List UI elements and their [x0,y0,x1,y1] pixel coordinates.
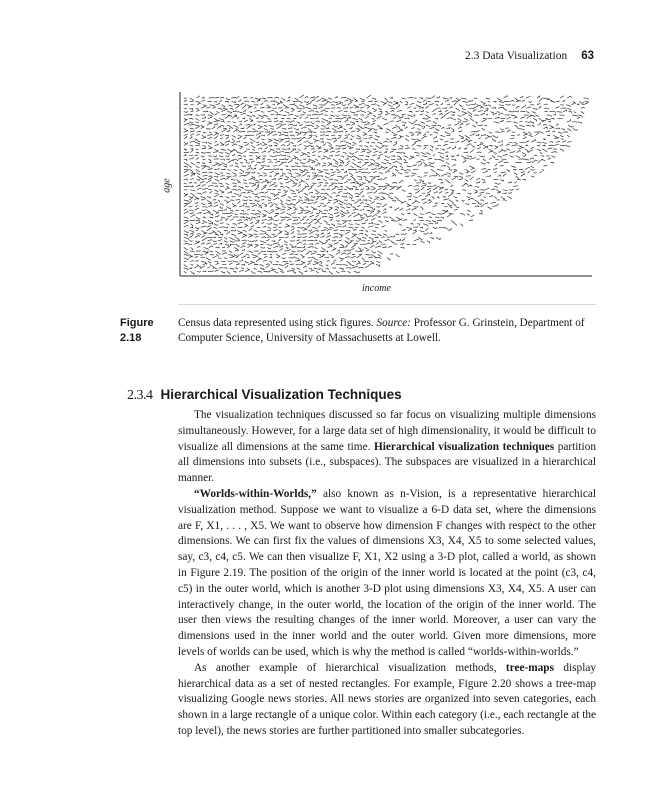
section-heading [127,387,402,404]
p3-bold-term: tree-maps [505,661,554,674]
stick-figure-texture [178,90,594,280]
p1-text-b: partition all dimensions into subsets (i.e., subspaces). The subspaces are visualized in a hierarchical manner. [178,440,596,485]
p1-text-a: The visualization techniques discussed so far focus on visualizing multiple dimensions simultaneously. However, for a large data set of high dimensionality, it would be difficult to visualize all dimensions at the same time. [178,409,596,453]
p2-bold-term: “Worlds-within-Worlds,” [194,487,317,500]
page-number: 63 [581,50,594,62]
paragraph-3 [178,661,596,740]
figure-caption [120,316,598,346]
figure-label: Figure 2.18 [120,317,154,344]
section-number: 2.3.4 [127,388,153,403]
paragraph-1 [178,408,596,487]
p3-text-b: display hierarchical data as a set of nested rectangles. For example, Figure 2.20 shows a tree-map visualizing Google news stories. All news stories are organized into seven categories, each shown in a large rectangle of a unique color. Within each category (i.e., each rectangle at the top level), the news stories are further partitioned into smaller subcategories. [178,661,596,737]
section-title: Hierarchical Visualization Techniques [160,387,402,402]
figure-caption-text [178,316,598,346]
body-text [178,408,596,740]
running-head-section: 2.3 Data Visualization [464,50,568,62]
p2-text: also known as n-Vision, is a representative hierarchical visualization method. Suppose we want to visualize a 6-D data set, where the dimensions are F, X1, . . . , X5. We want to observe how dimension F changes with respect to the other dimensions. We can first fix the values of dimensions X3, X4, X5 to some selected values, say, c3, c4, c5. We can then visualize F, X1, X2 using a 3-D plot, called a world, as shown in Figure 2.19. The position of the origin of the inner world is located at the point (c3, c4, c5) in the outer world, which is another 3-D plot using dimensions X3, X4, X5. A user can interactively change, in the outer world, the location of the origin of the inner world. The user then views the resulting changes of the inner world. Moreover, a user can vary the dimensions used in the inner world and the outer world. Given more dimensions, more levels of worlds can be used, which is why the method is called “worlds-within-worlds.” [178,487,596,658]
paragraph-2 [178,487,596,661]
y-axis-label: age [161,178,173,193]
p1-bold-term: Hierarchical visualization techniques [373,440,555,453]
stick-figure-plot [178,90,594,280]
p3-text-a: As another example of hierarchical visualization methods, [194,661,506,674]
running-head [465,50,594,62]
figure-separator [178,304,596,305]
caption-source-label: Source: [376,317,411,329]
caption-source-text: Professor G. Grinstein, Department of Computer Science, University of Massachusetts at Lowell. [178,317,585,344]
caption-main: Census data represented using stick figures. [178,317,374,329]
x-axis-label: income [362,283,391,294]
